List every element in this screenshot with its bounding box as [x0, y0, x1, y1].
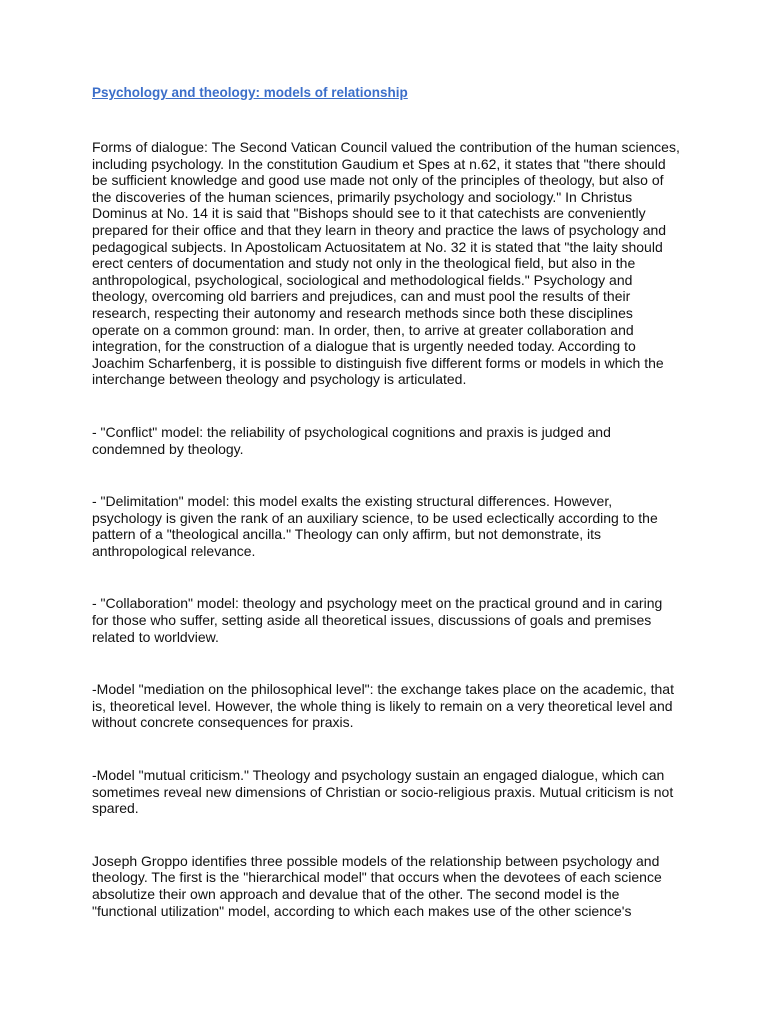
document-title[interactable]: Psychology and theology: models of relationship — [92, 85, 408, 100]
paragraph-forms-of-dialogue: Forms of dialogue: The Second Vatican Council valued the contribution of the human sciences, including psychology. In the constitution Gaudium et Spes at n.62, it states that "there should be sufficient knowledge and good use made not only of the principles of theology, but also of the discoveries of the human sciences, primarily psychology and sociology." In Christus Dominus at No. 14 it is said that "Bishops should see to it that catechists are conveniently prepared for their office and that they learn in theory and practice the laws of psychology and pedagogical subjects. In Apostolicam Actuositatem at No. 32 it is stated that "the laity should erect centers of documentation and study not only in the theological field, but also in the anthropological, psychological, sociological and methodological fields." Psychology and theology, overcoming old barriers and prejudices, can and must pool the results of their research, respecting their autonomy and research methods since both these disciplines operate on a common ground: man. In order, then, to arrive at greater collaboration and integration, for the construction of a dialogue that is urgently needed today. According to Joachim Scharfenberg, it is possible to distinguish five different forms or models in which the interchange between theology and psychology is articulated. — [92, 139, 680, 388]
document-page — [92, 84, 682, 919]
paragraph-collaboration-model: - "Collaboration" model: theology and psychology meet on the practical ground and in caring for those who suffer, setting aside all theoretical issues, discussions of goals and premises related to worldview. — [92, 595, 663, 645]
paragraph-conflict-model: - "Conflict" model: the reliability of psychological cognitions and praxis is judged and condemned by theology. — [92, 423, 611, 457]
paragraph-groppo-models: Joseph Groppo identifies three possible models of the relationship between psychology and theology. The first is the "hierarchical model" that occurs when the devotees of each science absolutize their own approach and devalue that of the other. The second model is the "functional utilization" model, according to which each makes use of the other science's — [92, 852, 662, 919]
paragraph-mediation-model: -Model "mediation on the philosophical level": the exchange takes place on the academic, that is, theoretical level. However, the whole thing is likely to remain on a very theoretical level and without concrete consequences for praxis. — [92, 681, 674, 731]
paragraph-mutual-criticism-model: -Model "mutual criticism." Theology and psychology sustain an engaged dialogue, which can sometimes reveal new dimensions of Christian or socio-religious praxis. Mutual criticism is not spared. — [92, 767, 674, 817]
paragraph-delimitation-model: - "Delimitation" model: this model exalts the existing structural differences. However, psychology is given the rank of an auxiliary science, to be used eclectically according to the pattern of a "theological ancilla." Theology can only affirm, but not demonstrate, its anthropological relevance. — [92, 493, 658, 559]
